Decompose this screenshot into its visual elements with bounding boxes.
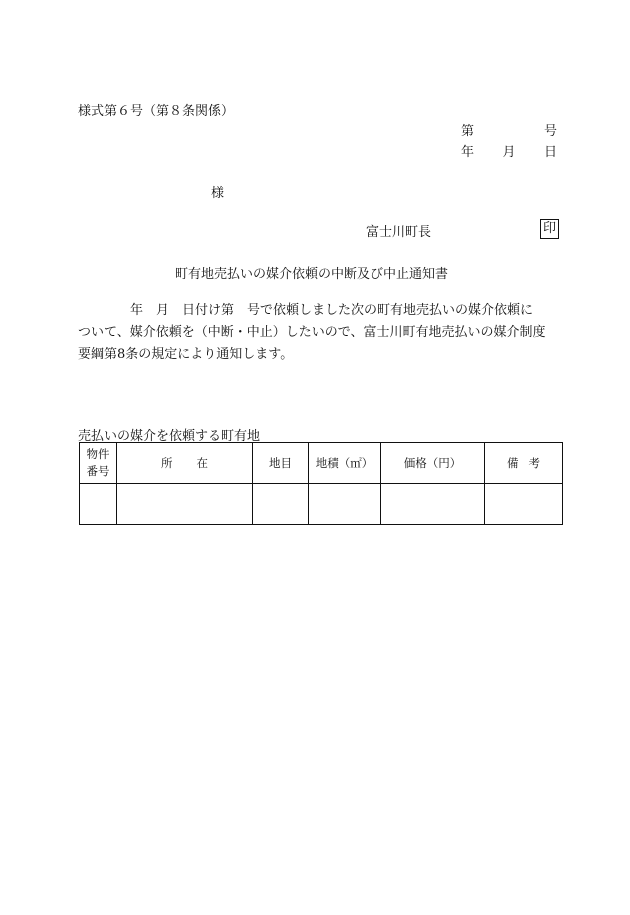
- body-paragraph: [78, 300, 558, 366]
- table-header-row: [80, 443, 563, 484]
- header-location: 所在: [117, 443, 253, 484]
- cell-land-category: [253, 484, 309, 525]
- land-table: [79, 442, 563, 525]
- cell-price: [381, 484, 485, 525]
- header-remarks: 備考: [485, 443, 563, 484]
- header-area: 地積（㎡）: [309, 443, 381, 484]
- table-row: [80, 484, 563, 525]
- date-day: 日: [543, 145, 557, 160]
- document-number-line: [461, 120, 557, 139]
- header-item-number-line2: 番号: [86, 464, 110, 478]
- body-line-1: 年 月 日付け第 号で依頼しました次の町有地売払いの媒介依頼に: [130, 303, 534, 318]
- date-month: 月: [502, 145, 516, 160]
- table-caption: 売払いの媒介を依頼する町有地: [78, 429, 261, 444]
- document-title: 町有地売払いの媒介依頼の中断及び中止通知書: [175, 267, 449, 282]
- header-item-number: [80, 443, 117, 484]
- date-year: 年: [461, 145, 475, 160]
- header-item-number-line1: 物件: [86, 447, 110, 461]
- cell-remarks: [485, 484, 563, 525]
- number-suffix: 号: [543, 124, 557, 139]
- header-land-category: 地目: [253, 443, 309, 484]
- cell-location: [117, 484, 253, 525]
- header-price: 価格（円）: [381, 443, 485, 484]
- issuer-name: 富士川町長: [366, 225, 432, 240]
- body-line-2: ついて、媒介依頼を（中断・中止）したいので、富士川町有地売払いの媒介制度: [78, 325, 546, 340]
- number-prefix: 第: [461, 124, 475, 139]
- date-line: [461, 141, 557, 160]
- addressee-honorific: 様: [211, 186, 225, 201]
- cell-item-number: [80, 484, 117, 525]
- body-line-3: 要綱第8条の規定により通知します。: [78, 347, 294, 362]
- cell-area: [309, 484, 381, 525]
- seal-mark: 印: [540, 219, 559, 239]
- form-number: 様式第６号（第８条関係）: [78, 104, 235, 119]
